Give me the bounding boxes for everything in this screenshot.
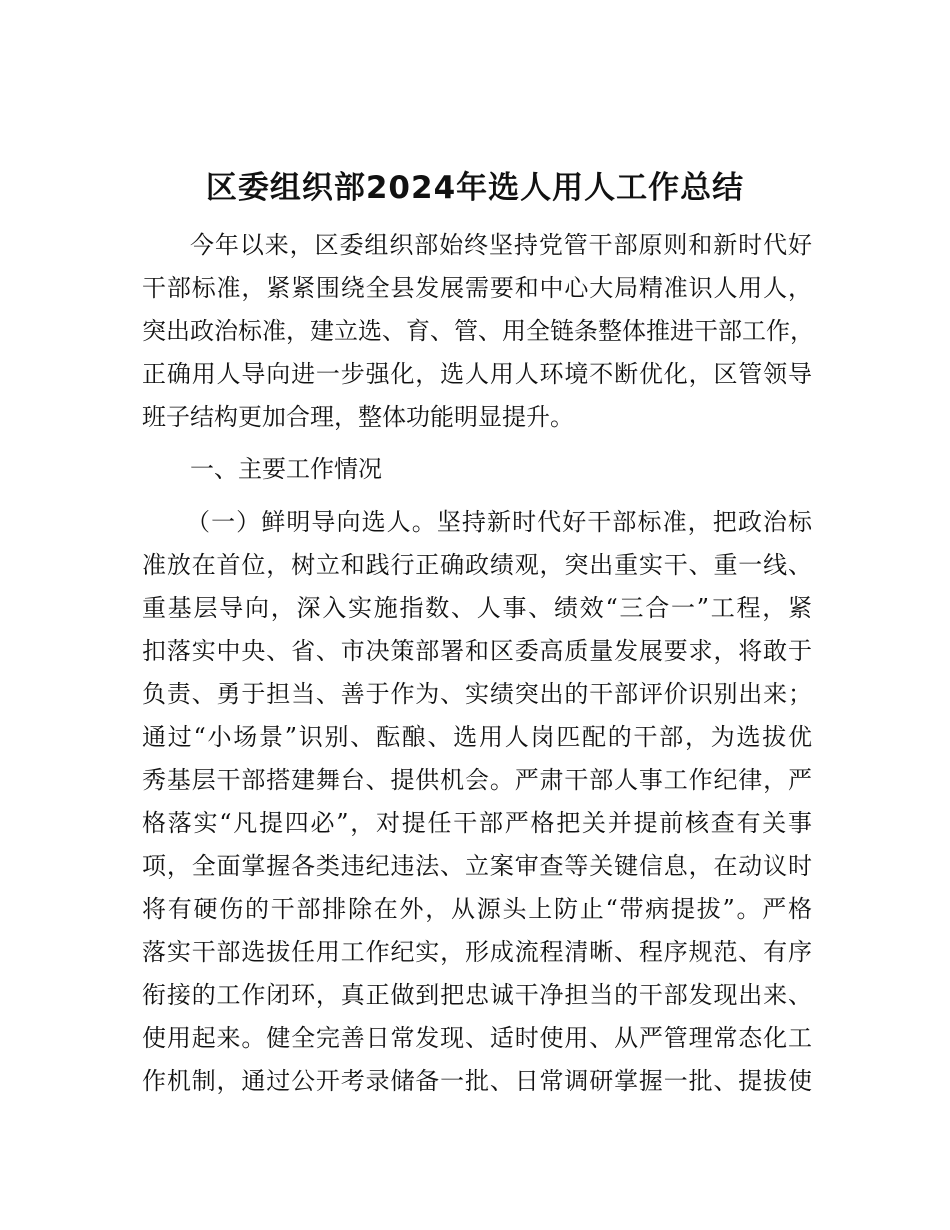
section1-line: （一）鲜明导向选人。坚持新时代好干部标准，把政治标 <box>186 508 812 536</box>
intro-line: 干部标准，紧紧围绕全县发展需要和中心大局精准识人用人， <box>142 274 812 302</box>
section1-line: 将有硬伤的干部排除在外，从源头上防止“带病提拔”。严格 <box>142 895 812 923</box>
section1-line: 负责、勇于担当、善于作为、实绩突出的干部评价识别出来； <box>142 680 812 708</box>
section1-line: 项，全面掌握各类违纪违法、立案审查等关键信息，在动议时 <box>142 852 812 880</box>
intro-line: 班子结构更加合理，整体功能明显提升。 <box>142 403 574 431</box>
intro-line: 突出政治标准，建立选、育、管、用全链条整体推进干部工作， <box>142 317 814 345</box>
section1-line: 秀基层干部搭建舞台、提供机会。严肃干部人事工作纪律，严 <box>142 766 812 794</box>
section1-line: 使用起来。健全完善日常发现、适时使用、从严管理常态化工 <box>142 1024 812 1052</box>
section1-line: 通过“小场景”识别、酝酿、选用人岗匹配的干部，为选拔优 <box>142 723 812 751</box>
section1-line: 落实干部选拔任用工作纪实，形成流程清晰、程序规范、有序 <box>142 938 812 966</box>
section1-line: 衔接的工作闭环，真正做到把忠诚干净担当的干部发现出来、 <box>142 981 812 1009</box>
section1-line: 格落实“凡提四必”，对提任干部严格把关并提前核查有关事 <box>142 809 812 837</box>
section1-line: 重基层导向，深入实施指数、人事、绩效“三合一”工程，紧 <box>142 594 812 622</box>
intro-line: 正确用人导向进一步强化，选人用人环境不断优化，区管领导 <box>142 360 812 388</box>
section1-line: 扣落实中央、省、市决策部署和区委高质量发展要求，将敢于 <box>142 637 812 665</box>
document-title: 区委组织部2024年选人用人工作总结 <box>205 170 745 206</box>
section1-line: 作机制，通过公开考录储备一批、日常调研掌握一批、提拔使 <box>142 1067 812 1095</box>
section-heading: 一、主要工作情况 <box>190 455 382 483</box>
intro-line: 今年以来，区委组织部始终坚持党管干部原则和新时代好 <box>190 231 812 259</box>
section1-line: 准放在首位，树立和践行正确政绩观，突出重实干、重一线、 <box>142 551 812 579</box>
